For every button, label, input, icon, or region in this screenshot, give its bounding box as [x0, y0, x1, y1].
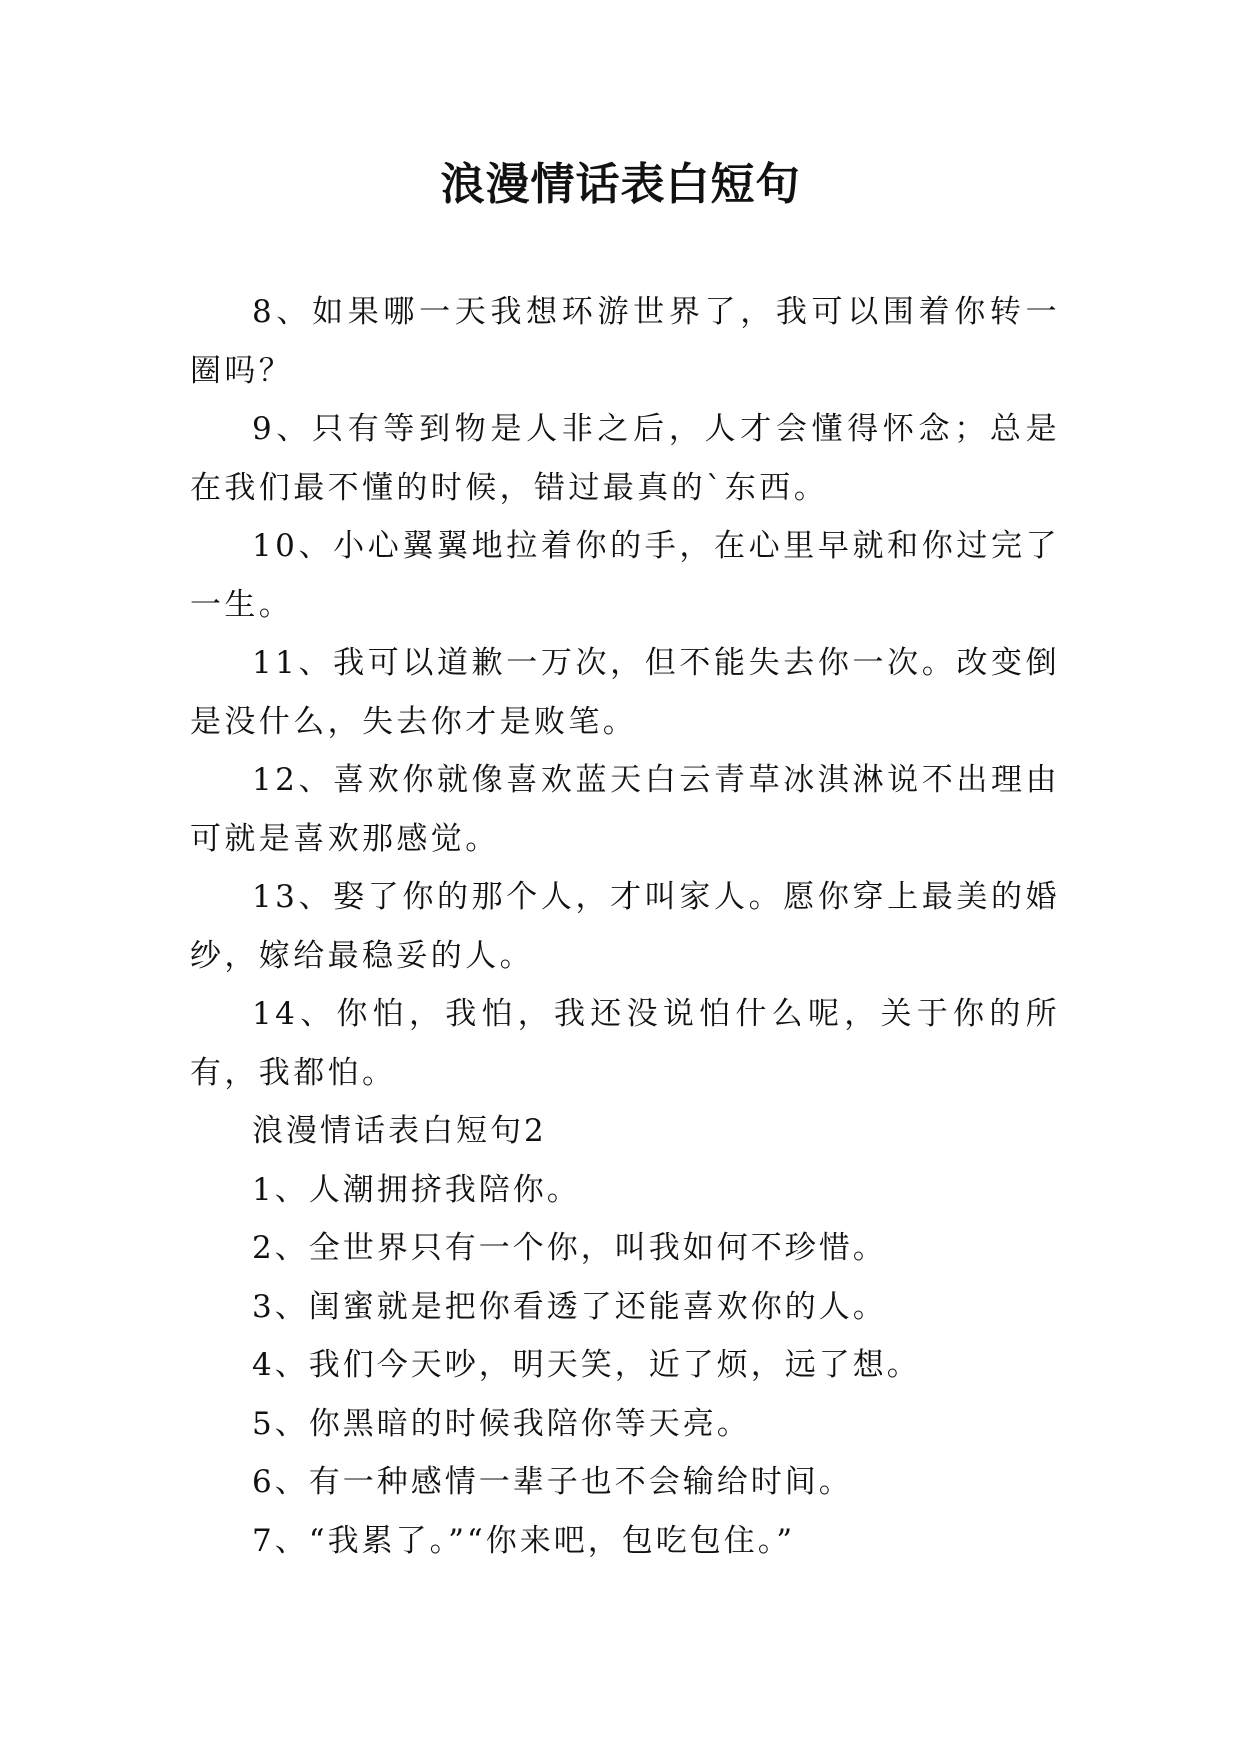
- paragraph-7: 7、“我累了。”“你来吧，包吃包住。”: [252, 1522, 796, 1559]
- paragraph-6: 6、有一种感情一辈子也不会输给时间。: [252, 1464, 853, 1500]
- paragraph-12: 12、喜欢你就像喜欢蓝天白云青草冰淇淋说不出理由可就是喜欢那感觉。: [190, 762, 1060, 857]
- paragraph-10: 10、小心翼翼地拉着你的手，在心里早就和你过完了一生。: [190, 528, 1060, 623]
- paragraph-14: 14、你怕，我怕，我还没说怕什么呢，关于你的所有，我都怕。: [190, 996, 1060, 1091]
- paragraph-9: 9、只有等到物是人非之后，人才会懂得怀念；总是在我们最不懂的时候，错过最真的`东西。: [190, 411, 1060, 506]
- paragraph-11: 11、我可以道歉一万次，但不能失去你一次。改变倒是没什么，失去你才是败笔。: [190, 645, 1060, 740]
- paragraph-8: 8、如果哪一天我想环游世界了，我可以围着你转一圈吗？: [190, 294, 1060, 389]
- document-title: 浪漫情话表白短句: [440, 159, 801, 210]
- paragraph-1: 1、人潮拥挤我陪你。: [252, 1171, 581, 1208]
- section-heading-2: 浪漫情话表白短句2: [252, 1113, 547, 1149]
- paragraph-5: 5、你黑暗的时候我陪你等天亮。: [252, 1405, 751, 1442]
- paragraph-4: 4、我们今天吵，明天笑，近了烦，远了想。: [252, 1347, 921, 1383]
- paragraph-3: 3、闺蜜就是把你看透了还能喜欢你的人。: [252, 1288, 887, 1325]
- paragraph-2: 2、全世界只有一个你，叫我如何不珍惜。: [252, 1230, 887, 1266]
- document-body: [190, 283, 1060, 1570]
- paragraph-13: 13、娶了你的那个人，才叫家人。愿你穿上最美的婚纱，嫁给最稳妥的人。: [190, 879, 1060, 974]
